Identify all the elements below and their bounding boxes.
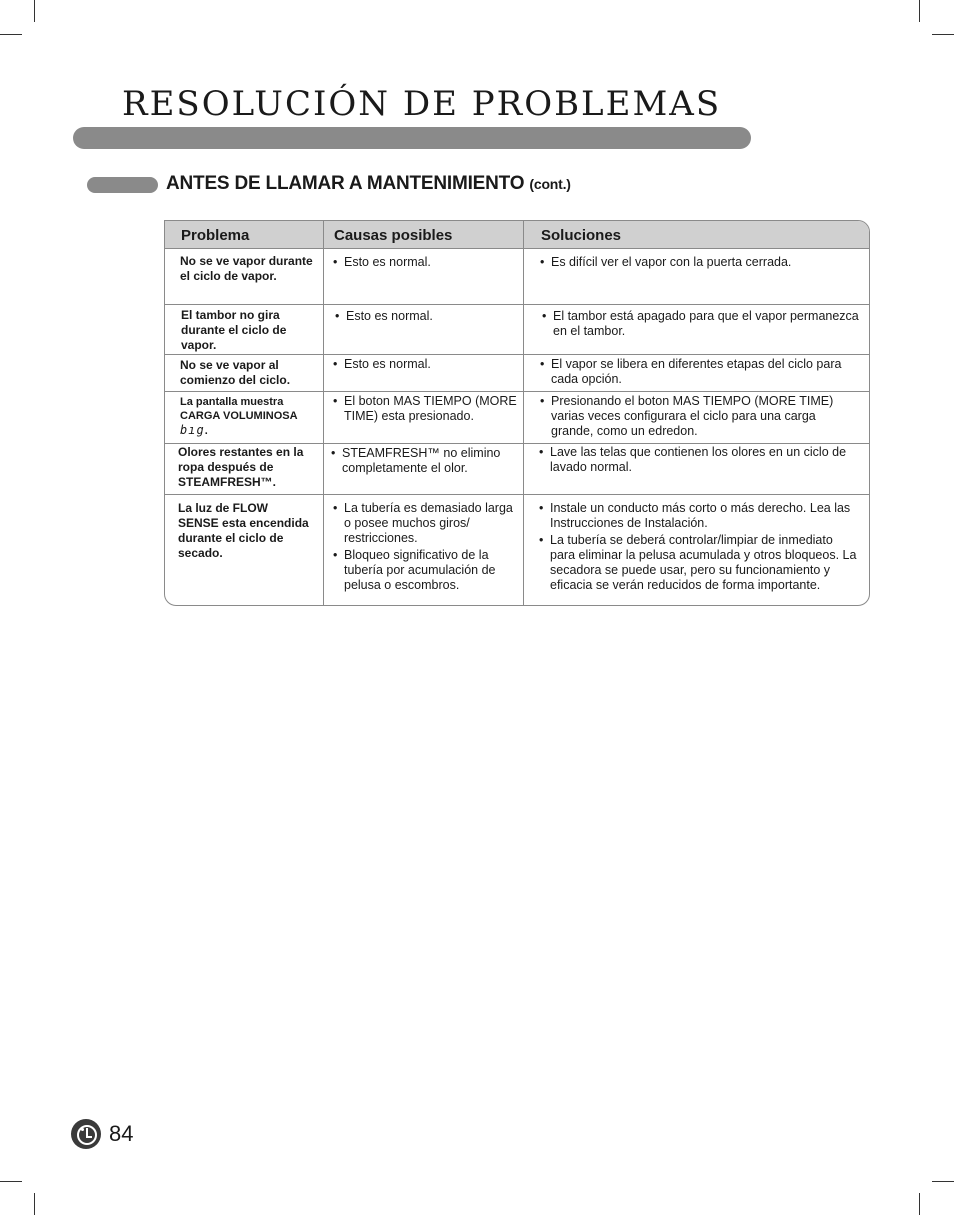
row-1-solutions: [538, 255, 858, 270]
crop-mark: [919, 1193, 920, 1215]
list-item: • Es difícil ver el vapor con la puerta cerrada.: [540, 255, 792, 269]
row-5-solutions: [537, 445, 857, 475]
column-divider: [523, 221, 524, 605]
page-title: RESOLUCIÓN DE PROBLEMAS: [122, 84, 722, 124]
list-item: • El tambor está apagado para que el vapor permanezca en el tambor.: [542, 309, 859, 338]
row-2-causes: [333, 309, 523, 324]
list-item: • El boton MAS TIEMPO (MORE TIME) esta presionado.: [333, 394, 517, 423]
crop-mark: [932, 1181, 954, 1182]
list-item: • Presionando el boton MAS TIEMPO (MORE TIME) varias veces configurara el ciclo para una carga grande, como un edredon.: [540, 394, 834, 438]
row-2-solutions: [540, 309, 860, 339]
row-4-solutions: [538, 394, 858, 439]
row-divider: [165, 494, 869, 495]
title-bar: [73, 127, 751, 149]
section-title-text: ANTES DE LLAMAR A MANTENIMIENTO: [166, 173, 525, 194]
section-pill: [87, 177, 158, 193]
crop-mark: [34, 1193, 35, 1215]
row-3-causes: [331, 357, 521, 372]
list-item: • Esto es normal.: [333, 357, 431, 371]
column-divider: [323, 221, 324, 605]
row-divider: [165, 443, 869, 444]
header-causes: Causas posibles: [334, 227, 453, 244]
list-item: • Bloqueo significativo de la tubería por acumulación de pelusa o escombros.: [333, 548, 496, 592]
crop-mark: [919, 0, 920, 22]
list-item: • Esto es normal.: [333, 255, 431, 269]
page-number: 84: [109, 1121, 134, 1146]
row-3-solutions: [538, 357, 858, 387]
section-title: [166, 173, 571, 195]
list-item: • La tubería es demasiado larga o posee muchos giros/ restricciones.: [333, 501, 513, 545]
section-title-suffix: (cont.): [529, 176, 571, 192]
list-item: • La tubería se deberá controlar/limpiar de inmediato para eliminar la pelusa acumulada y otros bloqueos. La secadora se puede usar, pero su funcionamiento y eficacia se verán reducidos de forma importante.: [539, 533, 857, 592]
row-divider: [165, 391, 869, 392]
row-1-causes: [331, 255, 521, 270]
row-4-causes: [331, 394, 521, 424]
row-5-causes: [329, 446, 519, 476]
list-item: • Esto es normal.: [335, 309, 433, 323]
list-item: • El vapor se libera en diferentes etapas del ciclo para cada opción.: [540, 357, 842, 386]
header-solutions: Soluciones: [541, 227, 622, 244]
table-header: [165, 221, 869, 249]
crop-mark: [932, 34, 954, 35]
troubleshooting-table: [164, 220, 870, 606]
row-divider: [165, 304, 869, 305]
list-item: • Lave las telas que contienen los olores en un ciclo de lavado normal.: [539, 445, 847, 474]
row-2-problem: El tambor no gira durante el ciclo de vapor.: [181, 308, 287, 352]
crop-mark: [0, 34, 22, 35]
display-readout: bıg: [180, 423, 205, 437]
row-4-problem: La pantalla muestra CARGA VOLUMINOSA bıg.: [180, 396, 298, 437]
row-6-causes: [331, 501, 521, 593]
row-divider: [165, 354, 869, 355]
list-item: • Instale un conducto más corto o más derecho. Lea las Instrucciones de Instalación.: [539, 501, 851, 530]
row-1-problem: No se ve vapor durante el ciclo de vapor.: [180, 254, 313, 283]
crop-mark: [34, 0, 35, 22]
row-6-problem: La luz de FLOW SENSE esta encendida durante el ciclo de secado.: [178, 501, 309, 560]
row-5-problem: Olores restantes en la ropa después de STEAMFRESH™.: [178, 445, 304, 489]
crop-mark: [0, 1181, 22, 1182]
row-3-problem: No se ve vapor al comienzo del ciclo.: [180, 358, 291, 387]
lg-logo-icon: [71, 1119, 101, 1149]
row-6-solutions: [537, 501, 857, 593]
list-item: • STEAMFRESH™ no elimino completamente el olor.: [331, 446, 501, 475]
header-problem: Problema: [181, 227, 250, 244]
